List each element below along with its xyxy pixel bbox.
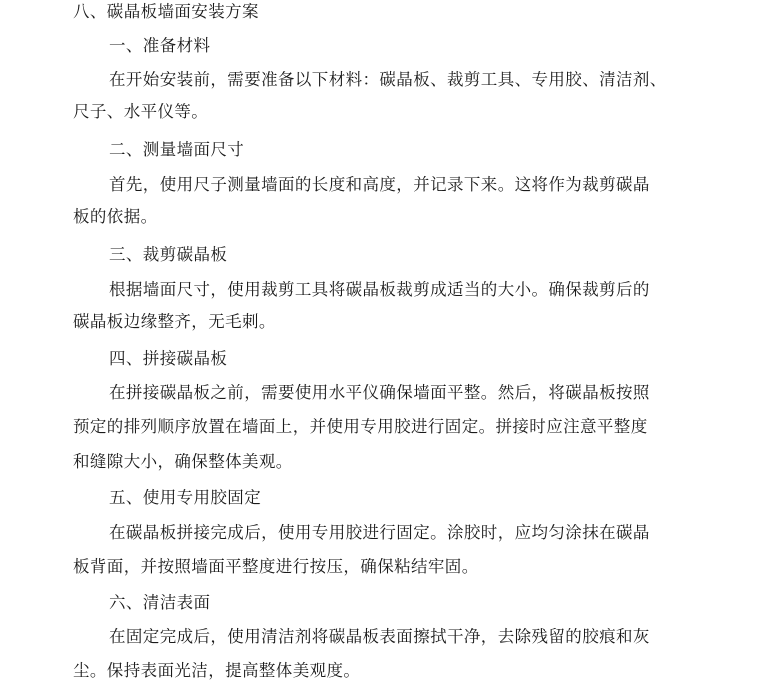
paragraph-line: 在固定完成后，使用清洁剂将碳晶板表面擦拭干净，去除残留的胶痕和灰 [109, 627, 650, 646]
section-heading-cut-panels: 三、裁剪碳晶板 [109, 245, 228, 264]
paragraph-line: 在开始安装前，需要准备以下材料：碳晶板、裁剪工具、专用胶、清洁剂、 [109, 70, 667, 89]
paragraph-line: 在碳晶板拼接完成后，使用专用胶进行固定。涂胶时，应均匀涂抹在碳晶 [109, 523, 650, 542]
paragraph-line: 和缝隙大小，确保整体美观。 [73, 452, 293, 471]
document-title: 八、碳晶板墙面安装方案 [73, 2, 259, 21]
paragraph-line: 在拼接碳晶板之前，需要使用水平仪确保墙面平整。然后，将碳晶板按照 [109, 383, 650, 402]
section-heading-clean-surface: 六、清洁表面 [109, 593, 211, 612]
paragraph-line: 预定的排列顺序放置在墙面上，并使用专用胶进行固定。拼接时应注意平整度 [73, 417, 648, 436]
paragraph-line: 尘。保持表面光洁，提高整体美观度。 [73, 661, 361, 680]
paragraph-line: 碳晶板边缘整齐，无毛刺。 [73, 312, 276, 331]
paragraph-line: 尺子、水平仪等。 [73, 102, 209, 121]
paragraph-line: 板背面，并按照墙面平整度进行按压，确保粘结牢固。 [73, 557, 479, 576]
section-heading-prepare-materials: 一、准备材料 [109, 36, 211, 55]
section-heading-measure-wall: 二、测量墙面尺寸 [109, 140, 245, 159]
section-heading-join-panels: 四、拼接碳晶板 [109, 349, 228, 368]
paragraph-line: 板的依据。 [73, 207, 158, 226]
section-heading-glue-fix: 五、使用专用胶固定 [109, 488, 262, 507]
paragraph-line: 首先，使用尺子测量墙面的长度和高度，并记录下来。这将作为裁剪碳晶 [109, 175, 650, 194]
paragraph-line: 根据墙面尺寸，使用裁剪工具将碳晶板裁剪成适当的大小。确保裁剪后的 [109, 280, 650, 299]
